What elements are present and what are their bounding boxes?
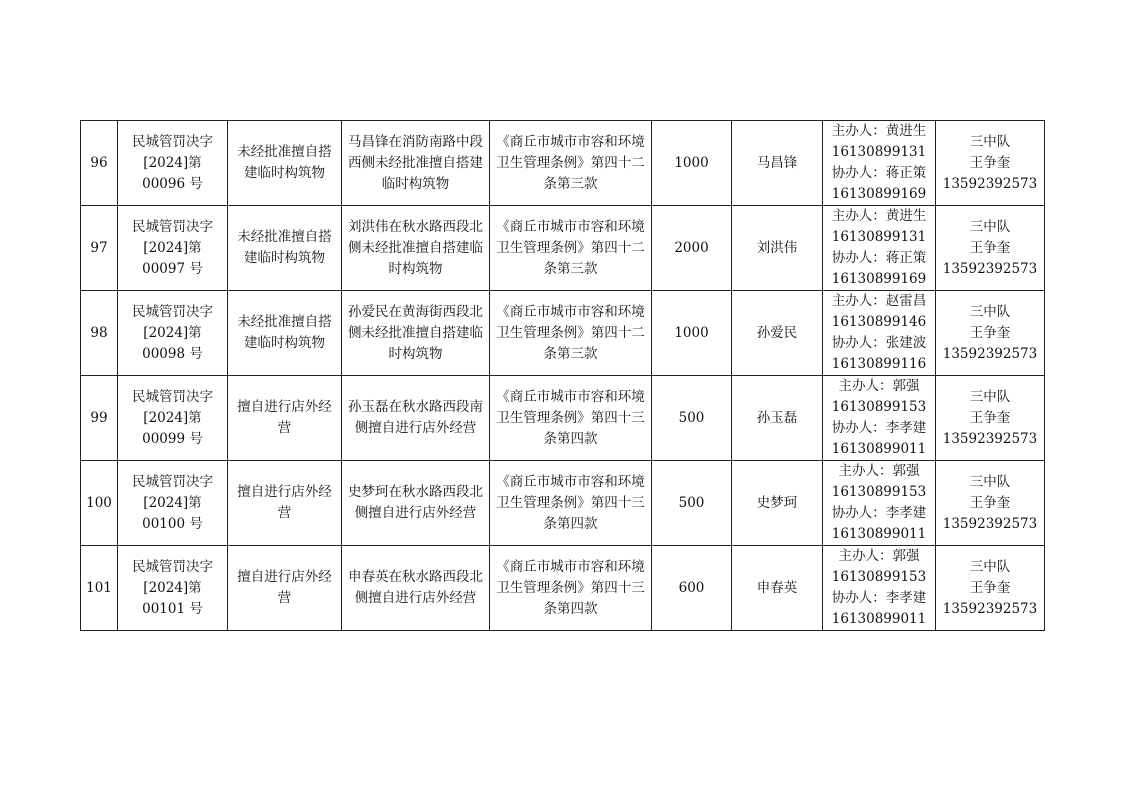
cell-fine-amount: 500 [652, 376, 732, 461]
handler-main: 主办人：黄进生 [831, 123, 927, 139]
cell-unit-contact [936, 461, 1045, 546]
table-row [81, 291, 1045, 376]
cell-violation-facts: 马昌锋在消防南路中段西侧未经批准擅自搭建临时构筑物 [342, 121, 490, 206]
cell-violation-type: 擅自进行店外经营 [228, 461, 342, 546]
cell-legal-basis: 《商丘市城市市容和环境卫生管理条例》第四十三条第四款 [490, 376, 652, 461]
cell-party-name: 申春英 [732, 546, 823, 631]
contact-name: 王争奎 [969, 409, 1011, 426]
cell-serial-number: 101 [81, 546, 118, 631]
handler-main: 主办人：赵雷昌 [831, 293, 927, 309]
decision-number-line-3: 00098 号 [142, 345, 203, 362]
handler-main: 主办人：郭强 [838, 463, 920, 479]
cell-fine-amount: 600 [652, 546, 732, 631]
handler-assist-id: 16130899169 [831, 186, 927, 202]
cell-legal-basis: 《商丘市城市市容和环境卫生管理条例》第四十二条第三款 [490, 291, 652, 376]
cell-fine-amount: 1000 [652, 291, 732, 376]
decision-number-line-1: 民城管罚决字 [132, 303, 213, 320]
handler-assist: 协办人：李孝建 [831, 505, 927, 521]
cell-legal-basis: 《商丘市城市市容和环境卫生管理条例》第四十二条第三款 [490, 206, 652, 291]
cell-decision-number [118, 376, 228, 461]
table-row [81, 376, 1045, 461]
cell-violation-facts: 孙玉磊在秋水路西段南侧擅自进行店外经营 [342, 376, 490, 461]
table-body [81, 121, 1045, 631]
handler-assist: 协办人：李孝建 [831, 590, 927, 606]
cell-handlers [823, 121, 936, 206]
cell-handlers [823, 546, 936, 631]
contact-phone: 13592392573 [942, 345, 1038, 362]
cell-serial-number: 97 [81, 206, 118, 291]
handler-main-id: 16130899153 [831, 399, 927, 415]
cell-decision-number [118, 546, 228, 631]
handler-main-id: 16130899146 [831, 314, 927, 330]
contact-phone: 13592392573 [942, 430, 1038, 447]
cell-handlers [823, 376, 936, 461]
cell-unit-contact [936, 206, 1045, 291]
cell-fine-amount: 500 [652, 461, 732, 546]
handler-assist-id: 16130899169 [831, 271, 927, 287]
cell-unit-contact [936, 291, 1045, 376]
decision-number-line-3: 00100 号 [142, 515, 203, 532]
cell-fine-amount: 1000 [652, 121, 732, 206]
table-row [81, 461, 1045, 546]
handler-assist: 协办人：蒋正策 [831, 165, 927, 181]
decision-number-line-2: [2024]第 [143, 324, 202, 341]
cell-legal-basis: 《商丘市城市市容和环境卫生管理条例》第四十三条第四款 [490, 546, 652, 631]
cell-decision-number [118, 461, 228, 546]
decision-number-line-3: 00099 号 [142, 430, 203, 447]
handler-main-id: 16130899131 [831, 144, 927, 160]
handler-main: 主办人：郭强 [838, 378, 920, 394]
cell-decision-number [118, 121, 228, 206]
contact-name: 王争奎 [969, 239, 1011, 256]
cell-unit-contact [936, 121, 1045, 206]
unit-name: 三中队 [969, 133, 1011, 150]
contact-phone: 13592392573 [942, 260, 1038, 277]
table-row [81, 206, 1045, 291]
handler-main: 主办人：郭强 [838, 548, 920, 564]
handler-assist-id: 16130899116 [831, 356, 927, 372]
table-row [81, 121, 1045, 206]
handler-main-id: 16130899131 [831, 229, 927, 245]
decision-number-line-1: 民城管罚决字 [132, 388, 213, 405]
decision-number-line-1: 民城管罚决字 [132, 218, 213, 235]
cell-decision-number [118, 291, 228, 376]
decision-number-line-2: [2024]第 [143, 409, 202, 426]
cell-violation-facts: 申春英在秋水路西段北侧擅自进行店外经营 [342, 546, 490, 631]
cell-unit-contact [936, 546, 1045, 631]
unit-name: 三中队 [969, 388, 1011, 405]
cell-violation-facts: 史梦珂在秋水路西段北侧擅自进行店外经营 [342, 461, 490, 546]
cell-serial-number: 100 [81, 461, 118, 546]
decision-number-line-1: 民城管罚决字 [132, 558, 213, 575]
handler-assist: 协办人：张建波 [831, 335, 927, 351]
decision-number-line-1: 民城管罚决字 [132, 473, 213, 490]
handler-assist-id: 16130899011 [831, 441, 927, 457]
decision-number-line-2: [2024]第 [143, 239, 202, 256]
decision-number-line-3: 00096 号 [142, 175, 203, 192]
cell-party-name: 刘洪伟 [732, 206, 823, 291]
unit-name: 三中队 [969, 473, 1011, 490]
cell-violation-type: 擅自进行店外经营 [228, 546, 342, 631]
decision-number-line-2: [2024]第 [143, 154, 202, 171]
penalty-records-table [80, 120, 1045, 631]
decision-number-line-1: 民城管罚决字 [132, 133, 213, 150]
table-row [81, 546, 1045, 631]
cell-handlers [823, 206, 936, 291]
cell-serial-number: 96 [81, 121, 118, 206]
decision-number-line-3: 00097 号 [142, 260, 203, 277]
cell-party-name: 孙玉磊 [732, 376, 823, 461]
cell-party-name: 马昌锋 [732, 121, 823, 206]
cell-unit-contact [936, 376, 1045, 461]
decision-number-line-3: 00101 号 [142, 600, 203, 617]
cell-handlers [823, 461, 936, 546]
cell-serial-number: 99 [81, 376, 118, 461]
contact-phone: 13592392573 [942, 600, 1038, 617]
cell-decision-number [118, 206, 228, 291]
unit-name: 三中队 [969, 303, 1011, 320]
cell-legal-basis: 《商丘市城市市容和环境卫生管理条例》第四十三条第四款 [490, 461, 652, 546]
contact-phone: 13592392573 [942, 515, 1038, 532]
handler-main: 主办人：黄进生 [831, 208, 927, 224]
handler-main-id: 16130899153 [831, 569, 927, 585]
handler-main-id: 16130899153 [831, 484, 927, 500]
cell-handlers [823, 291, 936, 376]
decision-number-line-2: [2024]第 [143, 579, 202, 596]
cell-violation-type: 擅自进行店外经营 [228, 376, 342, 461]
cell-violation-facts: 刘洪伟在秋水路西段北侧未经批准擅自搭建临时构筑物 [342, 206, 490, 291]
cell-violation-facts: 孙爱民在黄海街西段北侧未经批准擅自搭建临时构筑物 [342, 291, 490, 376]
cell-violation-type: 未经批准擅自搭建临时构筑物 [228, 121, 342, 206]
handler-assist: 协办人：蒋正策 [831, 250, 927, 266]
cell-violation-type: 未经批准擅自搭建临时构筑物 [228, 206, 342, 291]
unit-name: 三中队 [969, 558, 1011, 575]
decision-number-line-2: [2024]第 [143, 494, 202, 511]
contact-name: 王争奎 [969, 154, 1011, 171]
handler-assist-id: 16130899011 [831, 611, 927, 627]
contact-name: 王争奎 [969, 324, 1011, 341]
contact-name: 王争奎 [969, 494, 1011, 511]
cell-fine-amount: 2000 [652, 206, 732, 291]
contact-name: 王争奎 [969, 579, 1011, 596]
handler-assist: 协办人：李孝建 [831, 420, 927, 436]
cell-party-name: 史梦珂 [732, 461, 823, 546]
handler-assist-id: 16130899011 [831, 526, 927, 542]
cell-legal-basis: 《商丘市城市市容和环境卫生管理条例》第四十二条第三款 [490, 121, 652, 206]
cell-violation-type: 未经批准擅自搭建临时构筑物 [228, 291, 342, 376]
unit-name: 三中队 [969, 218, 1011, 235]
cell-party-name: 孙爱民 [732, 291, 823, 376]
contact-phone: 13592392573 [942, 175, 1038, 192]
cell-serial-number: 98 [81, 291, 118, 376]
